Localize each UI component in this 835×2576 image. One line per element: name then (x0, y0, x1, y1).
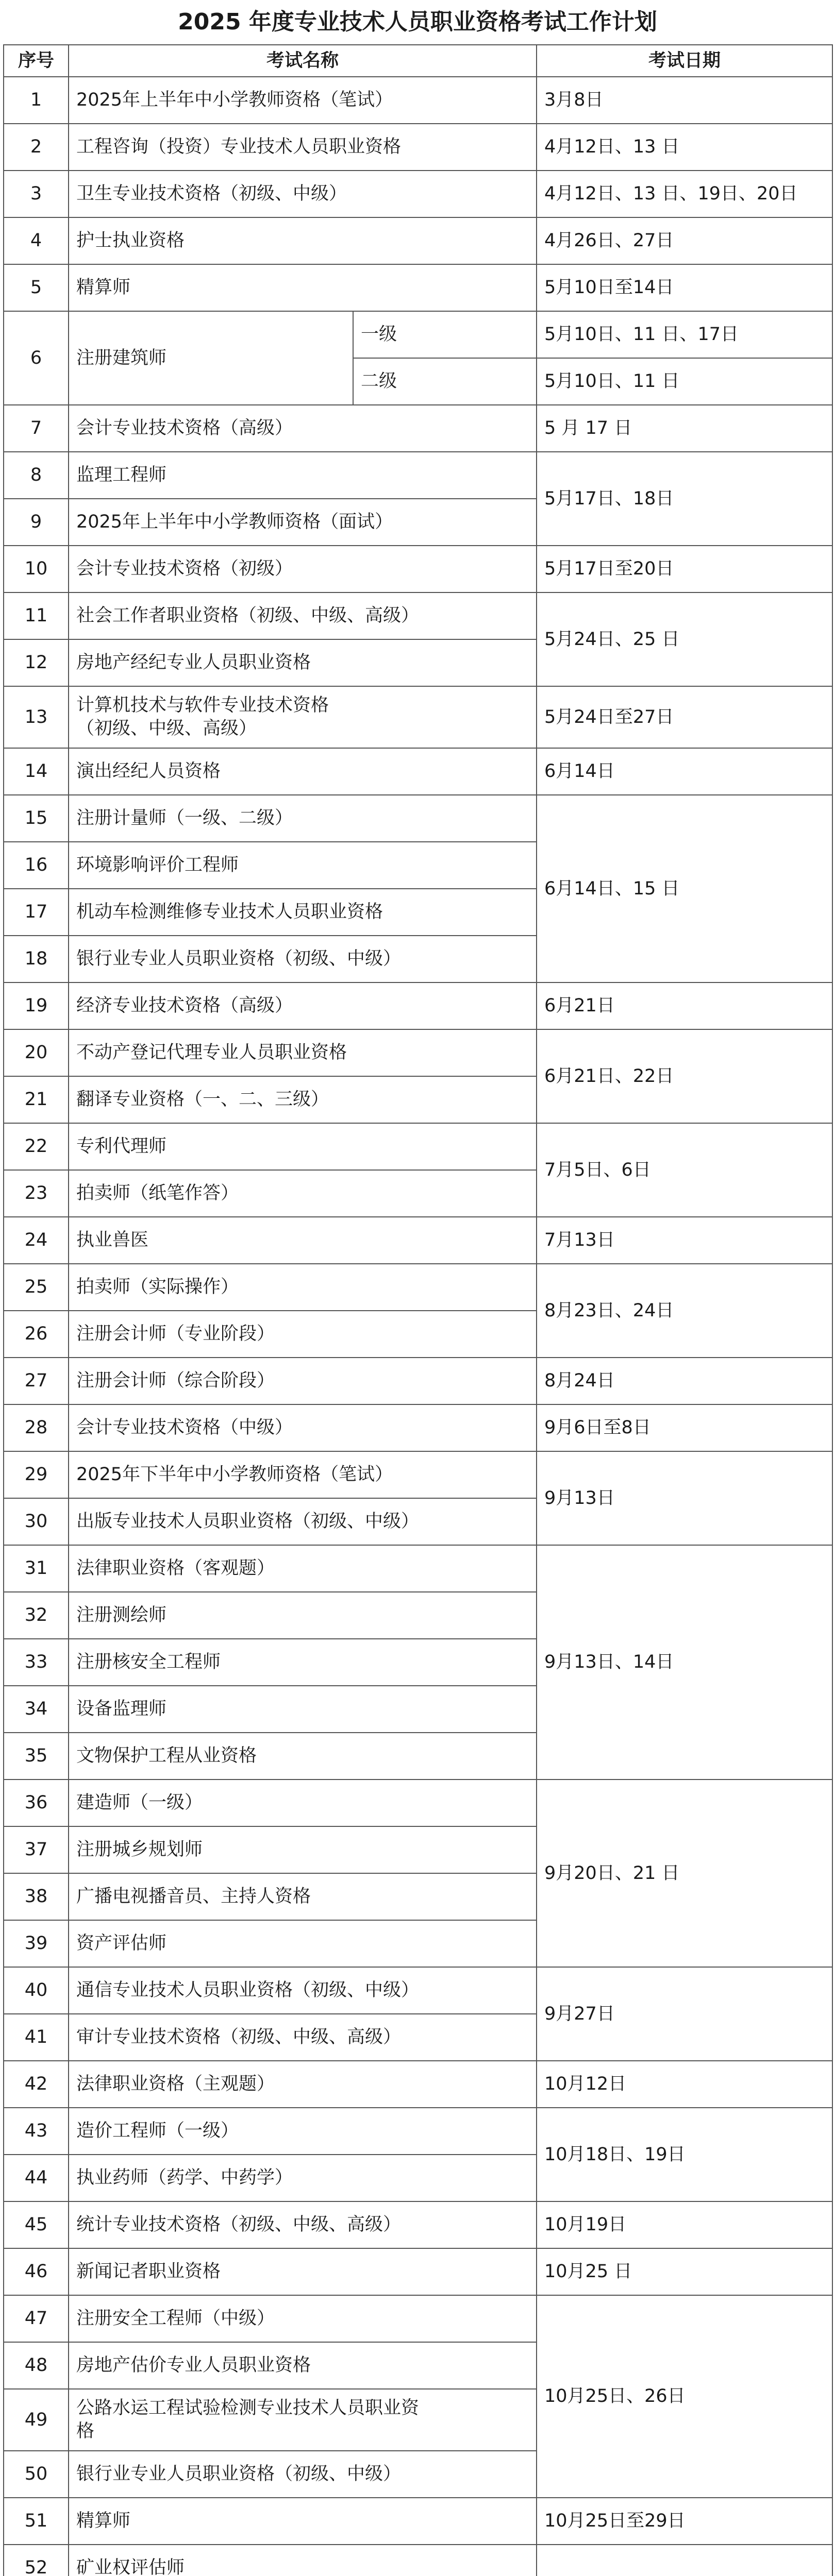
row-no: 8 (4, 452, 69, 499)
exam-name: 会计专业技术资格（中级） (69, 1404, 537, 1451)
exam-name: 不动产登记代理专业人员职业资格 (69, 1029, 537, 1076)
row-no: 36 (4, 1780, 69, 1826)
exam-level: 一级 (353, 311, 537, 358)
exam-name: 资产评估师 (69, 1920, 537, 1967)
row-no: 43 (4, 2108, 69, 2155)
row-no: 48 (4, 2342, 69, 2389)
row-no: 18 (4, 936, 69, 982)
exam-date: 5 月 17 日 (537, 405, 832, 452)
exam-name: 社会工作者职业资格（初级、中级、高级） (69, 592, 537, 639)
table-row (4, 592, 832, 639)
exam-date: 5月10日至14日 (537, 264, 832, 311)
row-no: 49 (4, 2389, 69, 2451)
exam-name: 设备监理师 (69, 1686, 537, 1733)
table-row (4, 2108, 832, 2155)
exam-date: 5月17日、18日 (537, 452, 832, 546)
row-no: 14 (4, 748, 69, 795)
exam-date: 5月10日、11 日、17日 (537, 311, 832, 358)
row-no: 42 (4, 2061, 69, 2108)
header-no: 序号 (4, 45, 69, 77)
exam-name: 银行业专业人员职业资格（初级、中级） (69, 2451, 537, 2498)
exam-name: 精算师 (69, 2498, 537, 2545)
exam-name: 卫生专业技术资格（初级、中级） (69, 171, 537, 217)
exam-name: 矿业权评估师 (69, 2545, 537, 2576)
exam-date: 6月14日 (537, 748, 832, 795)
exam-name: 审计专业技术资格（初级、中级、高级） (69, 2014, 537, 2061)
row-no: 52 (4, 2545, 69, 2576)
row-no: 31 (4, 1545, 69, 1592)
exam-date: 5月24日至27日 (537, 686, 832, 748)
exam-name: 注册会计师（综合阶段） (69, 1358, 537, 1404)
exam-name: 护士执业资格 (69, 217, 537, 264)
exam-name: 环境影响评价工程师 (69, 842, 537, 889)
table-row (4, 1264, 832, 1311)
row-no: 20 (4, 1029, 69, 1076)
table-row (4, 686, 832, 748)
exam-name: 通信专业技术人员职业资格（初级、中级） (69, 1967, 537, 2014)
exam-date: 7月13日 (537, 1217, 832, 1264)
row-no: 39 (4, 1920, 69, 1967)
exam-name-line: 公路水运工程试验检测专业技术人员职业资 (76, 2398, 420, 2418)
exam-name-line: 计算机技术与软件专业技术资格 (76, 695, 329, 716)
exam-date: 10月19日 (537, 2201, 832, 2248)
exam-name: 执业兽医 (69, 1217, 537, 1264)
table-row (4, 1029, 832, 1076)
row-no: 50 (4, 2451, 69, 2498)
exam-date: 7月5日、6日 (537, 1123, 832, 1217)
exam-name: 法律职业资格（客观题） (69, 1545, 537, 1592)
exam-date: 8月23日、24日 (537, 1264, 832, 1358)
row-no: 51 (4, 2498, 69, 2545)
page-title: 2025 年度专业技术人员职业资格考试工作计划 (178, 9, 657, 35)
row-no: 32 (4, 1592, 69, 1639)
exam-date: 9月13日 (537, 1451, 832, 1545)
exam-name: 拍卖师（实际操作） (69, 1264, 537, 1311)
exam-name: 精算师 (69, 264, 537, 311)
exam-date: 10月18日、19日 (537, 2108, 832, 2201)
exam-date: 6月21日 (537, 982, 832, 1029)
exam-name-line: （初级、中级、高级） (76, 718, 257, 739)
exam-name: 会计专业技术资格（高级） (69, 405, 537, 452)
header-row (4, 45, 832, 77)
row-no: 3 (4, 171, 69, 217)
exam-name: 银行业专业人员职业资格（初级、中级） (69, 936, 537, 982)
table-row (4, 1545, 832, 1592)
row-no: 33 (4, 1639, 69, 1686)
exam-date: 10月25 日 (537, 2248, 832, 2295)
table-row (4, 2061, 832, 2108)
row-no: 34 (4, 1686, 69, 1733)
table-row (4, 1404, 832, 1451)
table-row (4, 1451, 832, 1498)
exam-name: 文物保护工程从业资格 (69, 1733, 537, 1780)
row-no: 38 (4, 1873, 69, 1920)
table-row (4, 546, 832, 592)
exam-name: 注册建筑师 (69, 311, 353, 405)
row-no: 45 (4, 2201, 69, 2248)
exam-name: 统计专业技术资格（初级、中级、高级） (69, 2201, 537, 2248)
exam-date: 5月24日、25 日 (537, 592, 832, 686)
table-row (4, 311, 832, 358)
table-row (4, 1217, 832, 1264)
row-no: 37 (4, 1826, 69, 1873)
exam-date: 9月13日、14日 (537, 1545, 832, 1780)
exam-date: 8月24日 (537, 1358, 832, 1404)
row-no: 24 (4, 1217, 69, 1264)
row-no: 46 (4, 2248, 69, 2295)
row-no: 10 (4, 546, 69, 592)
row-no: 15 (4, 795, 69, 842)
exam-name: 新闻记者职业资格 (69, 2248, 537, 2295)
exam-date: 9月27日 (537, 1967, 832, 2061)
table-row (4, 405, 832, 452)
row-no: 17 (4, 889, 69, 936)
row-no: 7 (4, 405, 69, 452)
table-row (4, 2498, 832, 2545)
table-row (4, 1780, 832, 1826)
row-no: 26 (4, 1311, 69, 1358)
exam-name: 广播电视播音员、主持人资格 (69, 1873, 537, 1920)
exam-name: 注册核安全工程师 (69, 1639, 537, 1686)
exam-name: 执业药师（药学、中药学） (69, 2155, 537, 2201)
table-row (4, 264, 832, 311)
table-row (4, 1123, 832, 1170)
exam-name: 注册测绘师 (69, 1592, 537, 1639)
row-no: 41 (4, 2014, 69, 2061)
row-no: 11 (4, 592, 69, 639)
table-row (4, 795, 832, 842)
row-no: 47 (4, 2295, 69, 2342)
row-no: 28 (4, 1404, 69, 1451)
exam-name: 造价工程师（一级） (69, 2108, 537, 2155)
row-no: 16 (4, 842, 69, 889)
exam-date: 5月10日、11 日 (537, 358, 832, 405)
row-no: 5 (4, 264, 69, 311)
row-no: 4 (4, 217, 69, 264)
exam-name: 房地产估价专业人员职业资格 (69, 2342, 537, 2389)
exam-date: 10月25日至29日 (537, 2498, 832, 2545)
row-no: 35 (4, 1733, 69, 1780)
exam-date: 4月26日、27日 (537, 217, 832, 264)
table-row (4, 452, 832, 499)
exam-name: 监理工程师 (69, 452, 537, 499)
row-no: 19 (4, 982, 69, 1029)
exam-name: 2025年上半年中小学教师资格（笔试） (69, 77, 537, 124)
exam-name: 注册城乡规划师 (69, 1826, 537, 1873)
exam-date: 9月6日至8日 (537, 1404, 832, 1451)
exam-name: 房地产经纪专业人员职业资格 (69, 639, 537, 686)
exam-name (69, 2389, 537, 2451)
exam-name: 经济专业技术资格（高级） (69, 982, 537, 1029)
row-no: 44 (4, 2155, 69, 2201)
exam-name: 专利代理师 (69, 1123, 537, 1170)
row-no: 9 (4, 499, 69, 546)
row-no: 22 (4, 1123, 69, 1170)
exam-date: 4月12日、13 日 (537, 124, 832, 171)
table-row (4, 1967, 832, 2014)
exam-level: 二级 (353, 358, 537, 405)
table-row (4, 124, 832, 171)
exam-date (537, 2545, 832, 2576)
row-no: 25 (4, 1264, 69, 1311)
exam-name: 注册安全工程师（中级） (69, 2295, 537, 2342)
exam-date: 10月25日、26日 (537, 2295, 832, 2498)
exam-name: 注册计量师（一级、二级） (69, 795, 537, 842)
table-row (4, 982, 832, 1029)
exam-name: 出版专业技术人员职业资格（初级、中级） (69, 1498, 537, 1545)
table-row (4, 77, 832, 124)
exam-date: 3月8日 (537, 77, 832, 124)
exam-name: 2025年上半年中小学教师资格（面试） (69, 499, 537, 546)
exam-name: 法律职业资格（主观题） (69, 2061, 537, 2108)
table-row (4, 2295, 832, 2342)
exam-date: 9月20日、21 日 (537, 1780, 832, 1967)
row-no: 40 (4, 1967, 69, 2014)
exam-date: 6月14日、15 日 (537, 795, 832, 982)
exam-date: 10月12日 (537, 2061, 832, 2108)
row-no: 27 (4, 1358, 69, 1404)
row-no: 12 (4, 639, 69, 686)
exam-name (69, 686, 537, 748)
table-row (4, 2545, 832, 2576)
row-no: 13 (4, 686, 69, 748)
table-row (4, 217, 832, 264)
row-no: 1 (4, 77, 69, 124)
exam-name: 翻译专业资格（一、二、三级） (69, 1076, 537, 1123)
exam-name: 工程咨询（投资）专业技术人员职业资格 (69, 124, 537, 171)
table-row (4, 2248, 832, 2295)
table-row (4, 748, 832, 795)
exam-name: 会计专业技术资格（初级） (69, 546, 537, 592)
row-no: 23 (4, 1170, 69, 1217)
exam-name: 拍卖师（纸笔作答） (69, 1170, 537, 1217)
row-no: 29 (4, 1451, 69, 1498)
header-date: 考试日期 (537, 45, 832, 77)
table-row (4, 1358, 832, 1404)
exam-date: 5月17日至20日 (537, 546, 832, 592)
row-no: 30 (4, 1498, 69, 1545)
header-name: 考试名称 (69, 45, 537, 77)
exam-schedule-table (3, 44, 833, 2576)
row-no: 2 (4, 124, 69, 171)
exam-name: 2025年下半年中小学教师资格（笔试） (69, 1451, 537, 1498)
exam-date: 4月12日、13 日、19日、20日 (537, 171, 832, 217)
table-row (4, 2201, 832, 2248)
row-no: 6 (4, 311, 69, 405)
row-no: 21 (4, 1076, 69, 1123)
table-row (4, 171, 832, 217)
exam-name: 注册会计师（专业阶段） (69, 1311, 537, 1358)
exam-name: 演出经纪人员资格 (69, 748, 537, 795)
exam-name: 建造师（一级） (69, 1780, 537, 1826)
exam-name: 机动车检测维修专业技术人员职业资格 (69, 889, 537, 936)
exam-date: 6月21日、22日 (537, 1029, 832, 1123)
exam-name-line: 格 (76, 2421, 95, 2442)
